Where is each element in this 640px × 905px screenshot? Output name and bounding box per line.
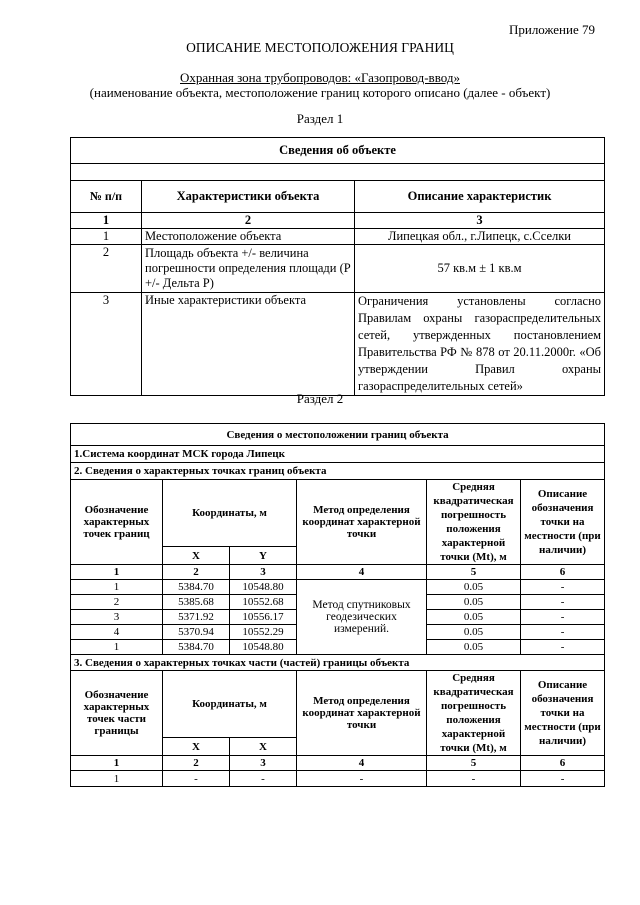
table-header-row [71,671,605,738]
row-name: Местоположение объекта [142,229,355,245]
header-designation: Обозначение характерных точек границ [71,480,163,565]
col-number: 6 [521,756,605,771]
table-row [71,293,605,396]
point-x: 5370.94 [163,625,230,640]
header-y: Y [230,547,297,565]
col-number: 4 [297,565,427,580]
row-number: 2 [71,245,142,293]
coord-system: 1.Система координат МСК города Липецк [71,446,605,463]
points-section-title: 2. Сведения о характерных точках границ объекта [71,463,605,480]
row-name: Площадь объекта +/- величина погрешности определения площади (P +/- Дельта P) [142,245,355,293]
object-caption: (наименование объекта, местоположение границ которого описано (далее - объект) [89,85,551,100]
header-x: X [163,738,230,756]
col-number: 5 [427,756,521,771]
col-number: 2 [163,565,230,580]
point-y: 10552.29 [230,625,297,640]
header-number: № п/п [71,181,142,213]
table-title: Сведения об объекте [71,138,605,164]
table-header-row [71,480,605,547]
col-number: 6 [521,565,605,580]
point-number: 1 [71,580,163,595]
point-number: 2 [71,595,163,610]
appendix-label: Приложение 79 [508,22,595,37]
header-error: Средняя квадратическая погрешность положения характерной точки (Mt), м [427,671,521,756]
col-number: 1 [71,756,163,771]
point-method: - [297,771,427,787]
point-x: 5384.70 [163,580,230,595]
header-x: X [163,547,230,565]
col-number: 1 [71,565,163,580]
col-number: 2 [163,756,230,771]
point-error: 0.05 [427,625,521,640]
table-row [71,245,605,293]
point-number: 1 [71,771,163,787]
row-value: Липецкая обл., г.Липецк, с.Сселки [355,229,605,245]
point-x: - [163,771,230,787]
row-number: 3 [71,293,142,396]
column-number-row [71,756,605,771]
col-number: 4 [297,756,427,771]
point-error: 0.05 [427,610,521,625]
col-number: 2 [142,213,355,229]
boundary-table [70,423,605,787]
table-row [71,771,605,787]
point-method: Метод спутниковых геодезических измерений. [297,580,427,655]
point-description: - [521,640,605,655]
spacer-row [71,164,605,181]
point-number: 3 [71,610,163,625]
section1-title: Раздел 1 [296,111,344,126]
point-number: 4 [71,625,163,640]
part-section-title: 3. Сведения о характерных точках части (частей) границы объекта [71,655,605,671]
section2-title: Раздел 2 [296,391,344,406]
point-error: - [427,771,521,787]
object-info-table [70,137,605,396]
document-title: ОПИСАНИЕ МЕСТОПОЛОЖЕНИЯ ГРАНИЦ [186,40,454,55]
point-y: 10548.80 [230,580,297,595]
header-y: X [230,738,297,756]
point-x: 5371.92 [163,610,230,625]
table-row [71,580,605,595]
point-y: 10548.80 [230,640,297,655]
point-x: 5384.70 [163,640,230,655]
col-number: 3 [355,213,605,229]
point-error: 0.05 [427,580,521,595]
object-name: Охранная зона трубопроводов: «Газопровод-ввод» [180,70,460,85]
header-designation: Обозначение характерных точек части границы [71,671,163,756]
header-description: Описание характеристик [355,181,605,213]
point-number: 1 [71,640,163,655]
header-coords: Координаты, м [163,480,297,547]
point-error: 0.05 [427,640,521,655]
header-method: Метод определения координат характерной точки [297,480,427,565]
point-description: - [521,595,605,610]
table-row [71,229,605,245]
col-number: 1 [71,213,142,229]
header-point-description: Описание обозначения точки на местности (при наличии) [521,671,605,756]
col-number: 3 [230,756,297,771]
point-description: - [521,610,605,625]
point-y: 10552.68 [230,595,297,610]
point-description: - [521,625,605,640]
header-characteristic: Характеристики объекта [142,181,355,213]
point-description: - [521,580,605,595]
point-x: 5385.68 [163,595,230,610]
header-point-description: Описание обозначения точки на местности (при наличии) [521,480,605,565]
column-number-row [71,213,605,229]
point-error: 0.05 [427,595,521,610]
header-method: Метод определения координат характерной точки [297,671,427,756]
table-title: Сведения о местоположении границ объекта [71,424,605,446]
table-header-row [71,181,605,213]
point-y: - [230,771,297,787]
row-name: Иные характеристики объекта [142,293,355,396]
col-number: 3 [230,565,297,580]
point-description: - [521,771,605,787]
col-number: 5 [427,565,521,580]
row-value: 57 кв.м ± 1 кв.м [355,245,605,293]
point-y: 10556.17 [230,610,297,625]
column-number-row [71,565,605,580]
header-coords: Координаты, м [163,671,297,738]
row-number: 1 [71,229,142,245]
row-value: Ограничения установлены согласно Правилам охраны газораспределительных сетей, утвержденных постановлением Правительства РФ № 878 от 20.11.2000г. «Об утверждении Правил охраны газораспределительных сетей» [355,293,605,396]
header-error: Средняя квадратическая погрешность положения характерной точки (Mt), м [427,480,521,565]
